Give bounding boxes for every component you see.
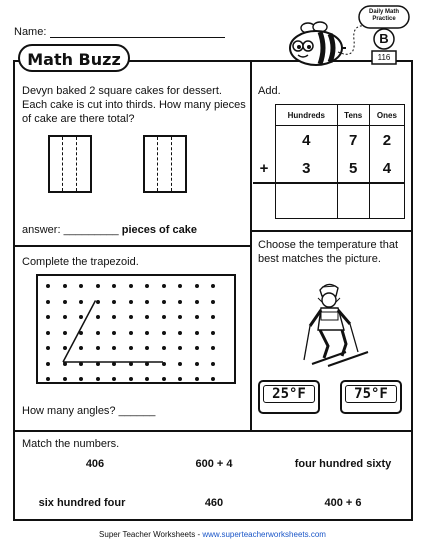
pv-header-hundreds: Hundreds: [276, 105, 338, 126]
divider-right-mid: [250, 230, 413, 232]
match-400-plus-6[interactable]: 400 + 6: [324, 497, 362, 509]
cake-1: [48, 135, 92, 193]
q1-text: Devyn baked 2 square cakes for dessert. Each cake is cut into thirds. How many pieces of cake are there total?: [22, 85, 246, 125]
temp-25-display: 25°F: [263, 385, 315, 403]
q2-prompt: Add.: [258, 85, 281, 97]
match-406[interactable]: 406: [85, 458, 105, 470]
q5-prompt: Match the numbers.: [22, 438, 120, 450]
match-600-plus-4[interactable]: 600 + 4: [195, 458, 233, 470]
name-label: Name:: [14, 26, 47, 38]
badge-letter: B: [379, 31, 389, 46]
temp-option-25[interactable]: [258, 380, 320, 414]
badge-top-text: Daily Math Practice: [368, 9, 399, 22]
divider-bottom: [15, 430, 413, 432]
answer-label: answer:: [22, 224, 61, 236]
temp-option-75[interactable]: [340, 380, 402, 414]
addend2-ones: 4: [369, 154, 404, 183]
pv-header-ones: Ones: [369, 105, 404, 126]
sum-tens-box[interactable]: [337, 183, 369, 218]
addend2-tens: 5: [337, 154, 369, 183]
answer-blank[interactable]: _________: [63, 224, 119, 236]
pv-header-tens: Tens: [337, 105, 369, 126]
trapezoid-sides: [38, 276, 234, 382]
match-four-hundred-sixty[interactable]: four hundred sixty: [294, 458, 392, 470]
footer: Super Teacher Worksheets - www.superteacherworksheets.com: [99, 530, 326, 539]
sum-hundreds-box[interactable]: [276, 183, 338, 218]
addend1-tens: 7: [337, 126, 369, 155]
addend2-hundreds: 3: [276, 154, 338, 183]
addend1-ones: 2: [369, 126, 404, 155]
q1-answer: [22, 223, 197, 237]
temp-75-display: 75°F: [345, 385, 397, 403]
divider-vertical-top: [250, 62, 252, 230]
q3-question: How many angles? ______: [22, 405, 156, 417]
dot-grid[interactable]: [36, 274, 236, 384]
q3-prompt: Complete the trapezoid.: [22, 256, 139, 268]
angles-blank[interactable]: ______: [118, 405, 156, 417]
page-title: Math Buzz: [18, 44, 130, 72]
cake-2: [143, 135, 187, 193]
skier-icon: [298, 282, 372, 372]
daily-math-badge: [356, 4, 412, 66]
place-value-table: [253, 104, 405, 219]
name-line[interactable]: [50, 27, 225, 38]
badge-number: 116: [377, 53, 391, 62]
divider-left-mid: [15, 245, 250, 247]
name-row: [14, 26, 225, 38]
sum-ones-box[interactable]: [369, 183, 404, 218]
divider-vertical-mid: [250, 230, 252, 430]
answer-unit: pieces of cake: [121, 224, 197, 236]
q4-prompt: Choose the temperature that best matches the picture.: [258, 239, 399, 265]
plus-sign: +: [253, 154, 276, 183]
match-460[interactable]: 460: [204, 497, 224, 509]
footer-link[interactable]: www.superteacherworksheets.com: [202, 530, 326, 539]
addend1-hundreds: 4: [276, 126, 338, 155]
match-six-hundred-four[interactable]: six hundred four: [38, 497, 126, 509]
